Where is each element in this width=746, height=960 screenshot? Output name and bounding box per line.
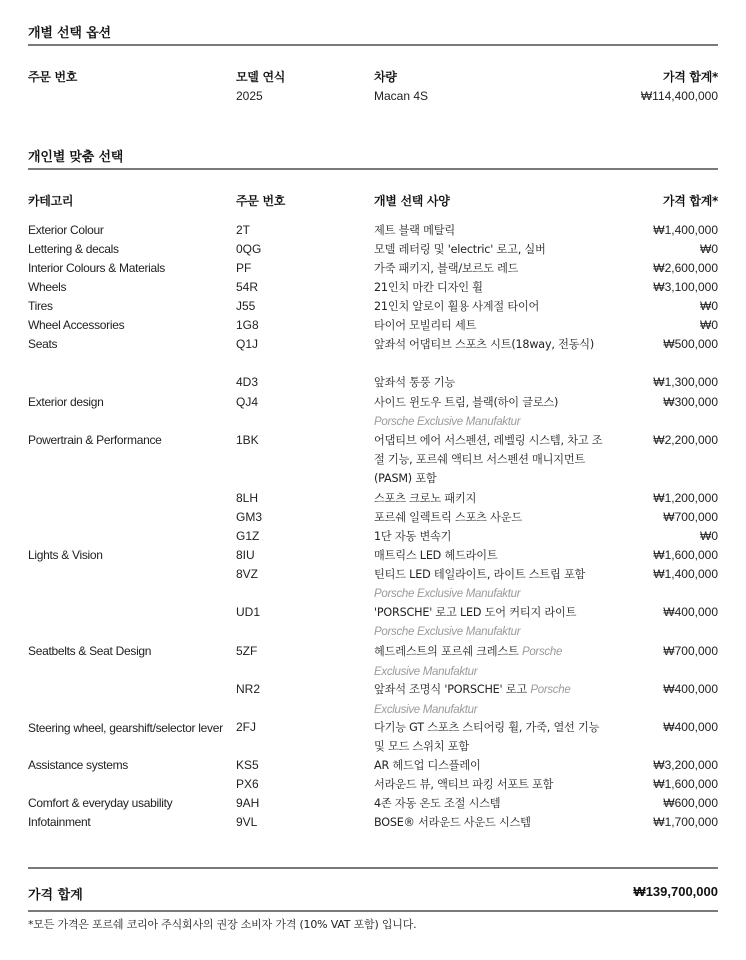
option-description: [374, 794, 610, 813]
option-category: Wheel Accessories: [28, 318, 125, 332]
option-price: ₩2,200,000: [653, 433, 718, 447]
option-category: Seatbelts & Seat Design: [28, 644, 152, 658]
option-code: 0QG: [236, 242, 262, 256]
divider: [28, 867, 718, 869]
option-code: 1G8: [236, 318, 259, 332]
option-code: PF: [236, 261, 252, 275]
option-code: 4D3: [236, 375, 259, 389]
option-price: ₩1,200,000: [653, 491, 718, 505]
option-desc-text: 헤드레스트의 포르쉐 크레스트: [374, 645, 519, 658]
summary-header-vehicle: 차량: [374, 70, 397, 84]
option-price: ₩1,400,000: [653, 223, 718, 237]
option-category: Assistance systems: [28, 758, 128, 772]
option-desc-text: 1단 자동 변속기: [374, 530, 452, 543]
option-note: Porsche Exclusive Manufaktur: [374, 684, 571, 716]
option-category: Tires: [28, 299, 53, 313]
option-price: ₩0: [700, 242, 718, 256]
divider: [28, 910, 718, 912]
option-code: 8LH: [236, 491, 259, 505]
summary-model-year-value: 2025: [236, 89, 263, 103]
option-price: ₩3,200,000: [653, 758, 718, 772]
option-note: Porsche Exclusive Manufaktur: [374, 416, 521, 428]
option-price: ₩400,000: [663, 605, 718, 619]
option-desc-text: 제트 블랙 메탈릭: [374, 224, 455, 237]
option-description: [374, 393, 610, 432]
option-desc-text: 사이드 윈도우 트림, 블랙(하이 글로스): [374, 396, 559, 409]
option-price: ₩1,600,000: [653, 777, 718, 791]
option-description: [374, 489, 610, 508]
option-description: [374, 527, 610, 546]
option-description: [374, 775, 610, 794]
option-price: ₩400,000: [663, 720, 718, 734]
option-code: GM3: [236, 510, 263, 524]
option-code: KS5: [236, 758, 259, 772]
option-desc-text: 앞좌석 조명식 'PORSCHE' 로고: [374, 683, 527, 696]
option-code: 8VZ: [236, 567, 259, 581]
option-category: Seats: [28, 337, 58, 351]
option-code: 54R: [236, 280, 259, 294]
price-document: [28, 0, 718, 960]
option-code: NR2: [236, 682, 261, 696]
option-price: ₩3,100,000: [653, 280, 718, 294]
option-note: Porsche Exclusive Manufaktur: [374, 626, 521, 638]
option-description: [374, 373, 610, 392]
option-code: 9VL: [236, 815, 258, 829]
options-header-order: 주문 번호: [236, 194, 286, 208]
option-desc-text: 다기능 GT 스포츠 스티어링 휠, 가죽, 열선 기능 및 모드 스위치 포함: [374, 721, 600, 753]
option-price: ₩700,000: [663, 644, 718, 658]
option-code: 2FJ: [236, 720, 257, 734]
option-description: [374, 718, 610, 756]
option-code: 1BK: [236, 433, 259, 447]
option-price: ₩1,700,000: [653, 815, 718, 829]
option-category: Wheels: [28, 280, 67, 294]
option-description: [374, 508, 610, 527]
option-category: Steering wheel, gearshift/selector lever: [28, 721, 223, 735]
option-price: ₩0: [700, 529, 718, 543]
option-code: QJ4: [236, 395, 259, 409]
option-category: Exterior design: [28, 395, 104, 409]
option-description: [374, 221, 610, 240]
option-note: Porsche Exclusive Manufaktur: [374, 646, 563, 678]
summary-header-price-total: 가격 합계*: [662, 70, 718, 84]
option-code: 2T: [236, 223, 251, 237]
option-category: Lights & Vision: [28, 548, 103, 562]
option-desc-text: 앞좌석 어댑티브 스포츠 시트(18way, 전동식): [374, 338, 595, 351]
option-category: Comfort & everyday usability: [28, 796, 173, 810]
option-description: [374, 680, 610, 720]
option-description: [374, 278, 610, 297]
option-price: ₩0: [700, 299, 718, 313]
option-price: ₩1,600,000: [653, 548, 718, 562]
option-desc-text: 가죽 패키지, 블랙/보르도 레드: [374, 262, 519, 275]
option-description: [374, 642, 610, 682]
divider: [28, 44, 718, 46]
options-section-title: 개인별 맞춤 선택: [28, 150, 124, 165]
option-desc-text: 포르쉐 일렉트릭 스포츠 사운드: [374, 511, 522, 524]
option-price: ₩700,000: [663, 510, 718, 524]
option-category: Interior Colours & Materials: [28, 261, 165, 275]
option-description: [374, 756, 610, 775]
option-desc-text: 4존 자동 온도 조절 시스템: [374, 797, 501, 810]
footnote: *모든 가격은 포르쉐 코리아 주식회사의 권장 소비자 가격 (10% VAT 포함) 입니다.: [28, 918, 417, 931]
option-price: ₩1,300,000: [653, 375, 718, 389]
option-desc-text: BOSE® 서라운드 사운드 시스템: [374, 816, 531, 829]
option-desc-text: 매트릭스 LED 헤드라이트: [374, 549, 498, 562]
option-note: Porsche Exclusive Manufaktur: [374, 588, 521, 600]
option-price: ₩500,000: [663, 337, 718, 351]
option-desc-text: 어댑티브 에어 서스펜션, 레벨링 시스템, 차고 조절 기능, 포르쉐 액티브 서스펜션 매니지먼트(PASM) 포함: [374, 434, 603, 485]
option-description: [374, 813, 610, 832]
option-desc-text: AR 헤드업 디스플레이: [374, 759, 481, 772]
total-value: ₩139,700,000: [633, 884, 718, 899]
option-category: Lettering & decals: [28, 242, 119, 256]
option-code: 5ZF: [236, 644, 258, 658]
options-header-price-total: 가격 합계*: [662, 194, 718, 208]
option-price: ₩600,000: [663, 796, 718, 810]
summary-header-order: 주문 번호: [28, 70, 78, 84]
option-code: 8IU: [236, 548, 255, 562]
option-description: [374, 316, 610, 335]
option-code: G1Z: [236, 529, 260, 543]
option-desc-text: 스포츠 크로노 패키지: [374, 492, 477, 505]
option-category: Infotainment: [28, 815, 91, 829]
option-category: Powertrain & Performance: [28, 433, 162, 447]
option-desc-text: 'PORSCHE' 로고 LED 도어 커티지 라이트: [374, 606, 577, 619]
option-code: UD1: [236, 605, 261, 619]
option-description: [374, 431, 610, 488]
summary-header-model-year: 모델 연식: [236, 70, 286, 84]
option-code: 9AH: [236, 796, 260, 810]
summary-price-value: ₩114,400,000: [640, 89, 718, 103]
option-desc-text: 타이어 모빌리티 세트: [374, 319, 477, 332]
option-description: [374, 565, 610, 604]
option-price: ₩1,400,000: [653, 567, 718, 581]
option-description: [374, 297, 610, 316]
option-desc-text: 모델 레터링 및 'electric' 로고, 실버: [374, 243, 546, 256]
option-description: [374, 603, 610, 642]
option-price: ₩2,600,000: [653, 261, 718, 275]
option-price: ₩0: [700, 318, 718, 332]
option-desc-text: 21인치 마칸 디자인 휠: [374, 281, 483, 294]
option-description: [374, 259, 610, 278]
option-description: [374, 335, 610, 354]
options-header-category: 카테고리: [28, 194, 74, 208]
total-label: 가격 합계: [28, 888, 83, 903]
option-price: ₩300,000: [663, 395, 718, 409]
option-description: [374, 546, 610, 565]
option-description: [374, 240, 610, 259]
option-desc-text: 서라운드 뷰, 액티브 파킹 서포트 포함: [374, 778, 554, 791]
option-desc-text: 틴티드 LED 테일라이트, 라이트 스트립 포함: [374, 568, 586, 581]
option-desc-text: 21인치 알로이 휠용 사계절 타이어: [374, 300, 540, 313]
divider: [28, 168, 718, 170]
option-desc-text: 앞좌석 통풍 기능: [374, 376, 455, 389]
option-code: Q1J: [236, 337, 259, 351]
option-code: PX6: [236, 777, 259, 791]
option-price: ₩400,000: [663, 682, 718, 696]
option-category: Exterior Colour: [28, 223, 104, 237]
summary-vehicle-value: Macan 4S: [374, 89, 429, 103]
option-code: J55: [236, 299, 256, 313]
summary-section-title: 개별 선택 옵션: [28, 26, 111, 41]
options-header-spec: 개별 선택 사양: [374, 194, 450, 208]
